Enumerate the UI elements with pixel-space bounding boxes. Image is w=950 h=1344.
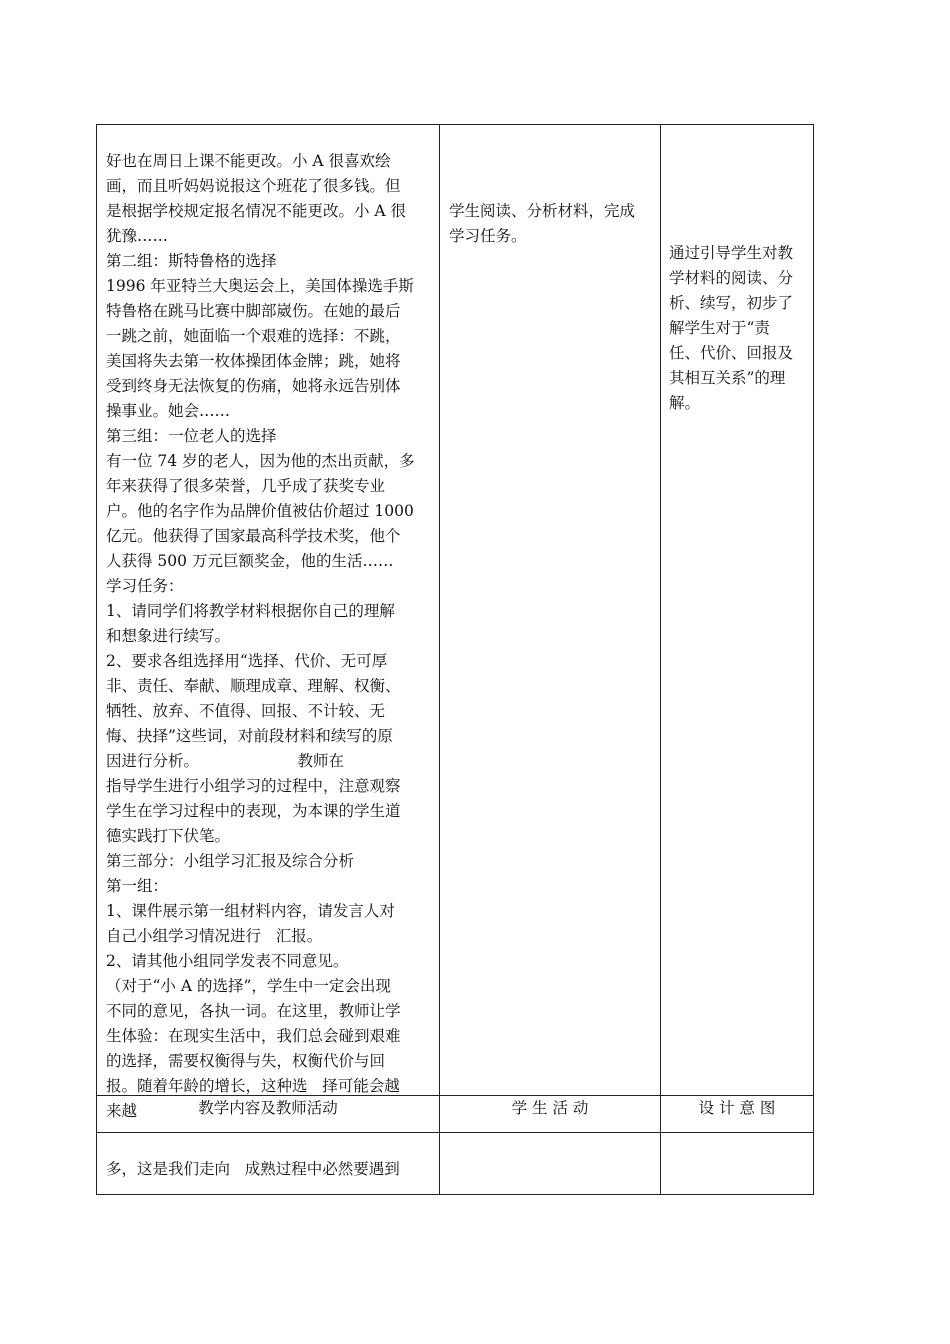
continuation-row — [97, 1133, 814, 1195]
teacher-activity-line: （对于“小 A 的选择”，学生中一定会出现 — [106, 977, 391, 995]
teacher-activity-line: 来越 — [106, 1102, 138, 1120]
header-teacher-activity: 教学内容及教师活动 — [97, 1096, 440, 1133]
teacher-activity-line: 是根据学校规定报名情况不能更改。小 A 很 — [106, 202, 407, 220]
teacher-activity-line: 年来获得了很多荣誉，几乎成了获奖专业 — [106, 477, 386, 495]
teacher-activity-line: 1、请同学们将教学材料根据你自己的理解 — [106, 602, 395, 620]
continuation-student-cell — [440, 1133, 661, 1195]
teacher-activity-line: 受到终身无法恢复的伤痛，她将永远告别体 — [106, 377, 401, 395]
student-activity-line: 学习任务。 — [449, 227, 527, 245]
teacher-activity-line: 非、责任、奉献、顺理成章、理解、权衡、 — [106, 677, 401, 695]
teacher-activity-line: 和想象进行续写。 — [106, 627, 231, 645]
teacher-activity-line: 第三组：一位老人的选择 — [106, 427, 277, 445]
design-intent-cell — [661, 125, 814, 1096]
continuation-teacher-cell — [97, 1133, 440, 1195]
teacher-activity-line: 的选择，需要权衡得与失，权衡代价与回 — [106, 1052, 386, 1070]
teacher-activity-line: 2、要求各组选择用“选择、代价、无可厚 — [106, 652, 388, 670]
teacher-activity-line: 德实践打下伏笔。 — [106, 827, 231, 845]
teacher-activity-line: 美国将失去第一枚体操团体金牌；跳，她将 — [106, 352, 401, 370]
teacher-activity-line: 1、课件展示第一组材料内容，请发言人对 — [106, 902, 395, 920]
teacher-activity-line: 牺牲、放弃、不值得、回报、不计较、无 — [106, 702, 386, 720]
student-activity-line: 学生阅读、分析材料，完成 — [449, 202, 636, 220]
teacher-activity-line: 不同的意见，各执一词。在这里，教师让学 — [106, 1002, 401, 1020]
header-student-activity: 学 生 活 动 — [440, 1096, 661, 1133]
teacher-activity-line: 第一组： — [106, 877, 169, 895]
teacher-activity-line: 亿元。他获得了国家最高科学技术奖，他个 — [106, 527, 401, 545]
teacher-activity-line: 好也在周日上课不能更改。小 A 很喜欢绘 — [106, 152, 391, 170]
design-intent-line: 通过引导学生对教 — [669, 244, 794, 262]
header-row — [97, 1096, 814, 1133]
design-intent-line: 其相互关系”的理 — [669, 369, 786, 387]
teacher-activity-line: 户。他的名字作为品牌价值被估价超过 1000 — [106, 502, 414, 520]
student-activity-cell — [440, 125, 661, 1096]
continuation-text: 多，这是我们走向 成熟过程中必然要遇到 — [106, 1160, 400, 1178]
design-intent-line: 学材料的阅读、分 — [669, 269, 794, 287]
design-intent-line: 解。 — [669, 394, 701, 412]
header-design-intent: 设 计 意 图 — [661, 1096, 814, 1133]
teacher-activity-line: 犹豫…… — [106, 227, 169, 245]
design-intent-line: 任、代价、回报及 — [669, 344, 794, 362]
teacher-activity-line: 画，而且听妈妈说报这个班花了很多钱。但 — [106, 177, 401, 195]
teacher-activity-line: 人获得 500 万元巨额奖金，他的生活…… — [106, 552, 394, 570]
teacher-activity-line: 一跳之前，她面临一个艰难的选择：不跳， — [106, 327, 401, 345]
teacher-activity-line: 学生在学习过程中的表现，为本课的学生道 — [106, 802, 401, 820]
teacher-activity-line: 第二组：斯特鲁格的选择 — [106, 252, 277, 270]
content-row — [97, 125, 814, 1096]
teacher-activity-line: 特鲁格在跳马比赛中脚部崴伤。在她的最后 — [106, 302, 401, 320]
design-intent-text — [661, 125, 813, 416]
teacher-activity-line: 2、请其他小组同学发表不同意见。 — [106, 952, 349, 970]
teacher-activity-line: 有一位 74 岁的老人，因为他的杰出贡献，多 — [106, 452, 415, 470]
teacher-activity-line: 1996 年亚特兰大奥运会上，美国体操选手斯 — [106, 277, 414, 295]
student-activity-text — [440, 125, 660, 249]
design-intent-line: 解学生对于“责 — [669, 319, 770, 337]
teacher-activity-line: 因进行分析。 教师在 — [106, 752, 345, 770]
design-intent-line: 析、续写，初步了 — [669, 294, 794, 312]
teacher-activity-line: 自己小组学习情况进行 汇报。 — [106, 927, 323, 945]
teacher-activity-line: 悔、抉择”这些词，对前段材料和续写的原 — [106, 727, 393, 745]
teacher-activity-line: 操事业。她会…… — [106, 402, 231, 420]
continuation-design-cell — [661, 1133, 814, 1195]
teacher-activity-line: 指导学生进行小组学习的过程中，注意观察 — [106, 777, 401, 795]
teacher-activity-line: 生体验：在现实生活中，我们总会碰到艰难 — [106, 1027, 401, 1045]
lesson-plan-table — [96, 124, 814, 1195]
teacher-activity-line: 学习任务： — [106, 577, 184, 595]
teacher-activity-line: 报。随着年龄的增长，这种选 择可能会越 — [106, 1077, 400, 1095]
teacher-activity-line: 第三部分：小组学习汇报及综合分析 — [106, 852, 355, 870]
